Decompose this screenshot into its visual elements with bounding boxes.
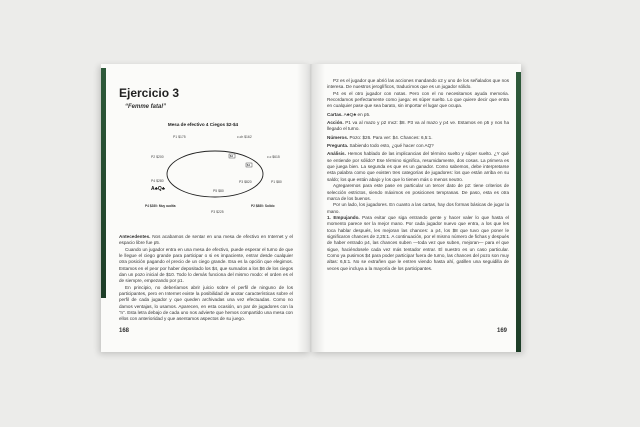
paragraph: [327, 112, 509, 118]
paragraph-label: Antecedentes.: [119, 234, 151, 239]
villain-tag: P2 $880: Solido: [251, 204, 275, 208]
paragraph: Agregaremos para este pase en particular un tercer dato de p2: tiene criterios de selección estrictos, siendo máximos en posiciones tempranas. De paso, esta es otra marca de los buenos.: [327, 183, 509, 201]
seat-label-p4: P4 $280: [151, 179, 164, 183]
seat-label-p3: P3 $225: [211, 210, 224, 214]
paragraph-label: 1. Empujando.: [327, 214, 360, 220]
open-book: [101, 64, 521, 352]
paragraph-label: Análisis.: [327, 151, 346, 157]
seat-label-p5: P5 $80: [213, 189, 224, 193]
paragraph: [327, 143, 509, 149]
svg-text:$4: $4: [246, 163, 251, 168]
paragraph: [327, 120, 509, 133]
paragraph: Por un lado, los jugadores. En cuanto a las cartas, hay dos formas básicas de jugar la mano.: [327, 202, 509, 214]
hero-tag: P4 $280: Muy audita: [145, 204, 176, 208]
diagram-caption: Mesa de efectivo 4 Ciegos $2-$4: [167, 122, 239, 127]
hero-cards: A♣Q♣: [151, 186, 166, 192]
paragraph-label: Pregunta.: [327, 143, 349, 149]
poker-table-diagram: [119, 116, 297, 234]
seat-label-cc: c.c $615: [267, 155, 280, 159]
paragraph-text: Pozo: $26. Para ver: $4. Chances: 6,5:1.: [348, 134, 433, 140]
seat-label-p2: P2 $200: [151, 155, 164, 159]
paragraph: P2 es el jugador que abrió las acciones mandando x2 y uno de los señalados que nos interesa. De nuestros jeroglíficos, traducimos que es un jugador sólido.: [327, 78, 509, 90]
paragraph-text: Nos acabamos de sentar en una mesa de efectivo en Internet y el espacio libre fue p5.: [119, 234, 293, 246]
chapter-subtitle: “Femme fatal”: [125, 104, 167, 110]
seat-label-cb: c.ch $162: [237, 135, 252, 139]
paragraph-text: Sabiendo todo esto, ¿qué hacer con AQ?: [348, 143, 434, 149]
paragraph-label: Números.: [327, 134, 349, 140]
paragraph-text: P1 va al mazo y p2 mx2: $8. P3 va al mazo y p4 ve. Estamos en p5 y nos ha llegado el turno.: [327, 120, 509, 132]
seat-label-p1: P1 $175: [173, 135, 186, 139]
paragraph: P4 es el otro jugador con notas. Pero con el no necesitamos ayuda memoria. Recordamos perfectamente como juega: es súper suelto. Lo que quiere decir que entra en cualquier pase que sea barato, sin importar el lugar que ocupa.: [327, 90, 509, 109]
left-body-text: [119, 234, 293, 323]
seat-label-p1b: P1 $80: [271, 180, 282, 184]
svg-text:$2: $2: [229, 154, 234, 159]
paragraph-text: Para evitar que siga entrando gente y hacer valer lo que hasta el momento parece ser la mejor mano. Por cada jugador nuevo que entra, a los que les toca hablar después, les mejoran las chances: a p4, los $8 que tuvo que poner le significaron chances de 2,25:1. A continuación, por el mismo número de fichas y después de haber entrado p4, las chances suben —toda vez que suben, mejoran— para el que sigue, haciéndosele cada vez más tentador entrar. El nuestro es un caso particular. Como ya pusimos $4 para poder participar fuera de turno, las chances del pozo son muy altas: 6,5:1. No se extrañen que le entren viendo hasta ahí, gatillen una seguidilla de veces que incluya a la mayoría de los participantes.: [327, 214, 509, 271]
chapter-title: Ejercicio 3: [119, 86, 180, 100]
seat-label-p3b: P3 $820: [239, 180, 252, 184]
paragraph-label: Acción.: [327, 120, 344, 126]
right-body-text: [327, 78, 509, 272]
paragraph: [327, 135, 509, 141]
pot-chip-1: [229, 154, 235, 158]
left-page: [101, 64, 311, 352]
paragraph: [119, 234, 293, 247]
left-page-edge: [101, 68, 106, 298]
pot-chip-2: [246, 163, 252, 167]
paragraph-text: Hemos hablado de las implicancias del término suelto y súper suelto. ¿Y qué se entiende por sólido? Ese término significa, resumidamente, dos cosas. La primera es que juega bien. La segunda es que es un ganador. Como sabemos, debe interpretarse esta palabra como que existen tres categorías de jugadores: los que están arriba en su saldo; los que están abajo y los que lo tienen más o menos neutro.: [327, 151, 509, 182]
paragraph: [327, 151, 509, 183]
paragraph-label: Cartas.: [327, 111, 343, 117]
page-number-left: 168: [119, 328, 130, 334]
right-page-edge: [516, 72, 521, 352]
paragraph: En principio, no deberíamos abrir juicio sobre el perfil de ninguno de los participantes, pero en Internet existe la posibilidad de anotar características sobre el perfil de cada jugador y que queden archivadas una vez efectuadas. Como no damos ventajas, lo usamos. Aparecen, en esta ocasión, un par de jugadores con la “n”. Esta letra debajo de cada uno nos advierte que hemos compartido una mesa con ellos con anterioridad y que asentamos aspectos de su juego.: [119, 284, 293, 322]
page-number-right: 169: [496, 328, 507, 334]
right-page: [311, 64, 521, 352]
paragraph: [327, 215, 509, 272]
paragraph-text: A♣Q♣ en p5.: [342, 111, 371, 117]
paragraph: Cuando un jugador entra en una mesa de efectivo, puede esperar el turno de que le llegue el ciego grande para participar o si es impaciente, entrar desde cualquier otra posición pagando el precio de un ciego grande. Esa es la opción que elegimos. Estamos en el peor por haber depositado los $4, que sumados a los $6 de los ciegos dan un pozo inicial de $10. Todo lo demás funciona del mismo modo: el orden es el de siempre, empezando por p1.: [119, 246, 293, 284]
